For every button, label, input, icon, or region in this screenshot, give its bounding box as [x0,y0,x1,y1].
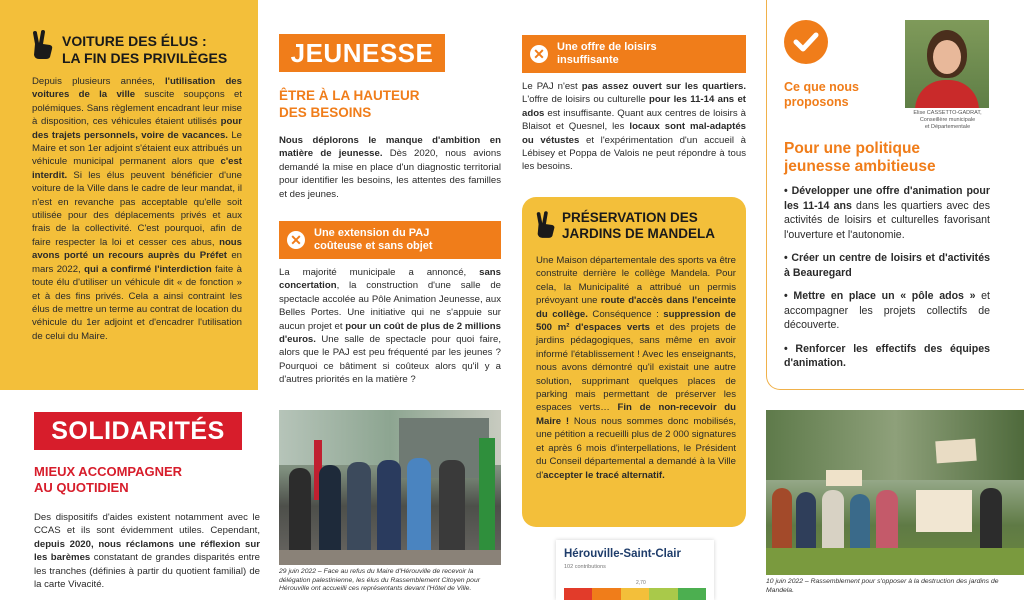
jeunesse-intro: Nous déplorons le manque d'ambition en matière de jeunesse. Dès 2020, nous avions demandé la mise en place d'un diagnostic territorial pour identifier les besoins, les attentes des familles et des jeunes. [279,135,501,200]
mandela-title-line2: JARDINS DE MANDELA [562,226,716,241]
check-circle-icon [784,20,828,69]
voiture-paragraph: Depuis plusieurs années, l'utilisation des voitures de la ville suscite soupçons et polémiques. Sans règlement encadrant leur mise à disposition, ces véhicules étaient utilisés pour des trajets personnels, voire de vacances. Le Maire et son 1er adjoint s'étaient eux attribués un véhicule municipal permanent alors que c'est interdit. Si les élus peuvent bénéficier d'une voiture de la Ville dans le cadre de leur mandat, il n'est en revanche pas acceptable qu'elle soit utilisée pour des déplacements privés et aux frais de la collectivité. C'est pourquoi, afin de faire respecter la loi et cesser ces abus, nous avons porté un recours auprès du Préfet en mars 2022, qui a confirmé l'interdiction faite à toute élu d'utiliser un véhicule dit « de fonction » et à des fins privés. Cela a ainsi contraint les élus de mettre un terme au contrat de location du véhicule du 1er adjoint et d'encadrer l'utilisation de celui du Maire. [32,76,243,342]
extension-paj-header: ✕ Une extension du PAJ coûteuse et sans objet [279,221,501,259]
jeunesse-subtitle: ÊTRE À LA HAUTEUR [279,88,420,103]
rally-caption: 10 juin 2022 – Rassemblement pour s'opposer à la destruction des jardins de Mandela. [766,578,999,594]
list-item: • Créer un centre de loisirs et d'activités à Beauregard [784,252,990,279]
photo-caption: 29 juin 2022 – Face au refus du Maire d'Hérouville de recevoir la délégation palestinienne, les élus du Rassemblement Citoyen pour Hérouville ont accueilli ces représentants devant l'Hôtel de Ville. [279,568,481,592]
proposals-list [784,184,990,380]
extension-paj-paragraph: La majorité municipale a annoncé, sans concertation, la construction d'une salle de spectacle accolée au Pôle Animation Jeunesse, aux Belles Portes. Une initiative qui ne s'appuie sur aucun projet et pour un coût de plus de 2 millions d'euros. Une salle de spectacle pour quoi faire, alors que le PAJ est peu fréquenté par les jeunes ? Pourquoi ce bâtiment si coûteux alors qu'il y a d'autres priorités en la matière ? [279,267,501,386]
herouville-card [556,540,714,600]
propose-heading: Ce que nous [784,80,860,94]
solidarites-subtitle: MIEUX ACCOMPAGNER [34,464,183,479]
offre-loisirs-header: ✕ Une offre de loisirs insuffisante [522,35,746,73]
list-item: • Développer une offre d'animation pour les 11-14 ans dans les quartiers avec des activités de loisirs et culturelles favorisant l'ouverture et l'autonomie. [784,185,990,241]
offre-loisirs-paragraph: Le PAJ n'est pas assez ouvert sur les quartiers. L'offre de loisirs ou culturelle pour les 11-14 ans et ados est insuffisante. Quant aux centres de loisirs à Blaisot et Quesnel, les locaux sont mal-adaptés ou vétustes et l'expérimentation d'un accueil à Lébisey et Poppa de Valois ne peut répondre à tous les besoins. [522,81,747,173]
solidarites-paragraph: Des dispositifs d'aides existent notamment avec le CCAS et ils sont évidemment utiles. Cependant, depuis 2020, nous réclamons une réflexion sur les barèmes constatant de grandes disparités entre les tranches (définies à partir du quotient familial) de la carte Vivacité. [34,512,260,591]
section-title: VOITURE DES ÉLUS : [62,33,207,49]
list-item: • Renforcer les effectifs des équipes d'animation. [784,342,990,369]
victory-hand-icon [534,211,556,244]
card-contributions: 102 contributions [564,564,606,570]
person-name: Elise CASSETTO-GADRAT, [913,110,982,116]
victory-hand-icon [30,30,54,65]
propose-heading-line2: proposons [784,95,849,109]
card-title: Hérouville-Saint-Clair [564,548,681,560]
person-role-2: et Départementale [924,124,971,130]
policy-heading-line2: jeunesse ambitieuse [784,158,936,175]
mandela-paragraph: Une Maison départementale des sports va être construite derrière le collège Mandela. Pour cela, la Municipalité a attribué un permis prévoyant une route d'accès dans l'enceinte du collège. Conséquence : suppression de 500 m² d'espaces verts et des projets de jardins pédagogiques, sans même en avoir informé l'établissement ! Avec les enseignants, nous avons démontré qu'il existait une autre solution, supprimant quelques places de parking mais permettant de préserver les espaces verts… Fin de non-recevoir du Maire ! Nous nous sommes donc mobilisés, une pétition a recueilli plus de 2 000 signatures et après 6 mois d'interpellations, le Président du Conseil départemental a demandé à la Ville d'accepter le tracé alternatif. [536,255,737,481]
mandela-rally-photo [766,410,1024,575]
score-bar [564,588,706,600]
x-circle-icon: ✕ [530,45,548,63]
x-circle-icon: ✕ [287,231,305,249]
jeunesse-banner: JEUNESSE [279,34,445,72]
solidarites-subtitle-line2: AU QUOTIDIEN [34,480,129,495]
card-value: 2,70 [636,580,646,586]
solidarites-banner: SOLIDARITÉS [34,412,242,450]
palestinian-delegation-photo [279,410,501,565]
mandela-title: PRÉSERVATION DES [562,210,698,225]
policy-heading: Pour une politique [784,140,921,157]
voiture-section [0,0,258,390]
jeunesse-subtitle-line2: DES BESOINS [279,105,372,120]
person-role: Conseillère municipale [919,117,976,123]
elise-portrait [905,20,989,108]
mandela-section [522,197,746,527]
section-title-line2: LA FIN DES PRIVILÈGES [62,50,228,66]
list-item: • Mettre en place un « pôle ados » et accompagner les projets collectifs de découverte. [784,290,990,331]
